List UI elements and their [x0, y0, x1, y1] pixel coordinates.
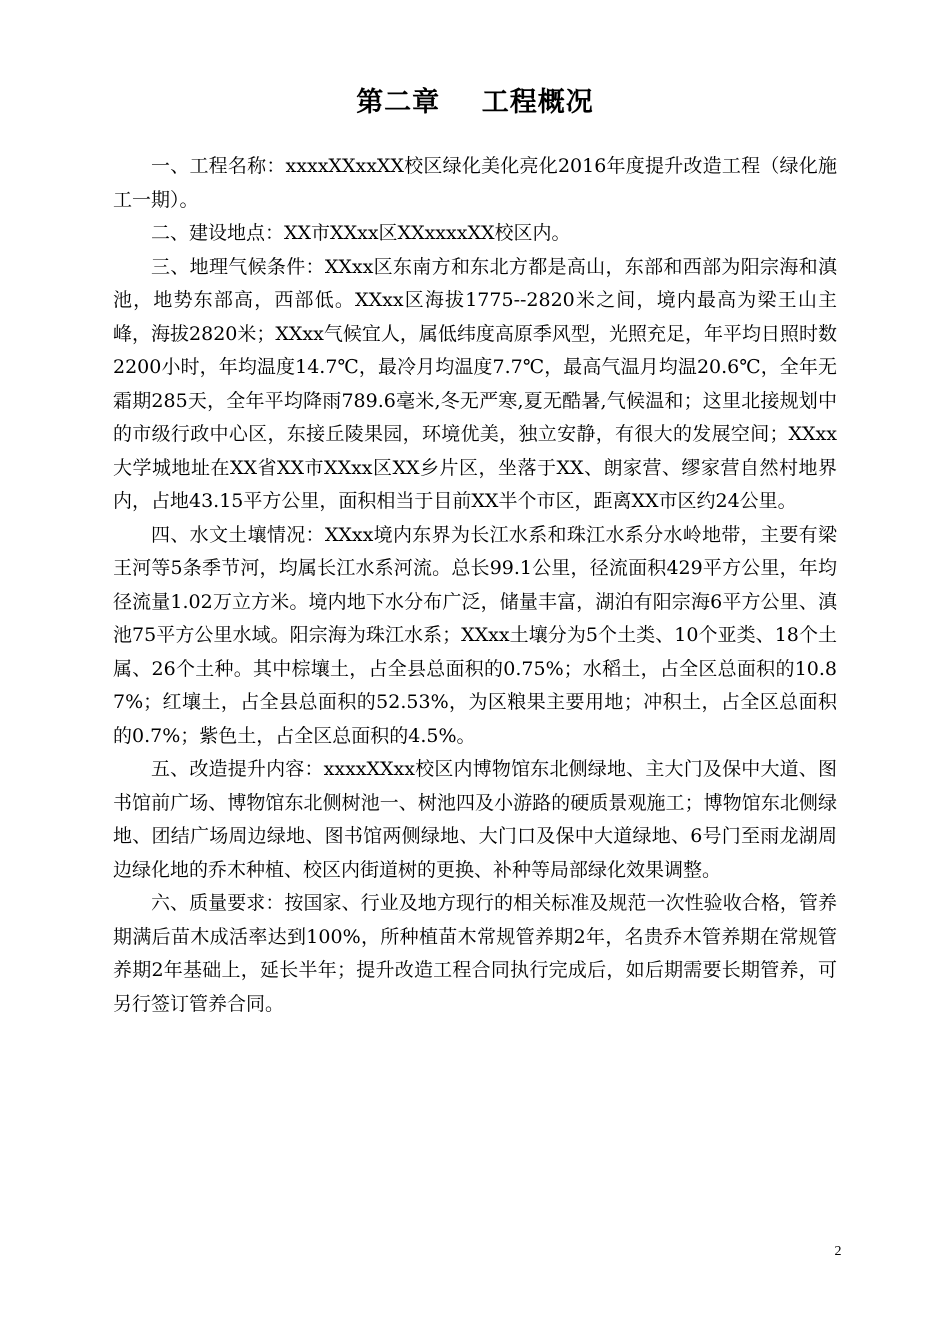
chapter-title: 第二章 工程概况 [356, 87, 594, 118]
document-body [113, 150, 837, 1021]
paragraph-renovation-content: 五、改造提升内容：xxxxXXxx校区内博物馆东北侧绿地、主大门及保中大道、图书馆前广场、博物馆东北侧树池一、树池四及小游路的硬质景观施工；博物馆东北侧绿地、团结广场周边绿地、图书馆两侧绿地、大门口及保中大道绿地、6号门至雨龙湖周边绿化地的乔木种植、校区内街道树的更换、补种等局部绿化效果调整。 [113, 758, 837, 881]
page-number: 2 [834, 1244, 842, 1259]
paragraph-project-name: 一、工程名称：xxxxXXxxXX校区绿化美化亮化2016年度提升改造工程（绿化施工一期）。 [113, 155, 837, 211]
paragraph-geography-climate: 三、地理气候条件：XXxx区东南方和东北方都是高山，东部和西部为阳宗海和滇池，地势东部高，西部低。XXxx区海拔1775--2820米之间，境内最高为梁王山主峰，海拔2820米；XXxx气候宜人，属低纬度高原季风型，光照充足，年平均日照时数2200小时，年均温度14.7℃，最冷月均温度7.7℃，最高气温月均温20.6℃，全年无霜期285天，全年平均降雨789.6毫米,冬无严寒,夏无酷暑,气候温和；这里北接规划中的市级行政中心区，东接丘陵果园，环境优美，独立安静，有很大的发展空间；XXxx大学城地址在XX省XX市XXxx区XX乡片区，坐落于XX、朗家营、缪家营自然村地界内，占地43.15平方公里，面积相当于目前XX半个市区，距离XX市区约24公里。 [113, 255, 837, 512]
paragraph-hydrology-soil: 四、水文土壤情况：XXxx境内东界为长江水系和珠江水系分水岭地带，主要有梁王河等5条季节河，均属长江水系河流。总长99.1公里，径流面积429平方公里，年均径流量1.02万立方米。境内地下水分布广泛，储量丰富，湖泊有阳宗海6平方公里、滇池75平方公里水域。阳宗海为珠江水系；XXxx土壤分为5个土类、10个亚类、18个土属、26个土种。其中棕壤土，占全县总面积的0.75%；水稻土，占全区总面积的10.87%；红壤土，占全县总面积的52.53%，为区粮果主要用地；冲积土，占全区总面积的0.7%；紫色土，占全区总面积的4.5%。 [113, 523, 837, 747]
paragraph-quality-requirements: 六、质量要求：按国家、行业及地方现行的相关标准及规范一次性验收合格，管养期满后苗木成活率达到100%，所种植苗木常规管养期2年，名贵乔木管养期在常规管养期2年基础上，延长半年；提升改造工程合同执行完成后，如后期需要长期管养，可另行签订管养合同。 [113, 892, 837, 1015]
paragraph-construction-site: 二、建设地点：XX市XXxx区XXxxxxXX校区内。 [151, 222, 571, 244]
